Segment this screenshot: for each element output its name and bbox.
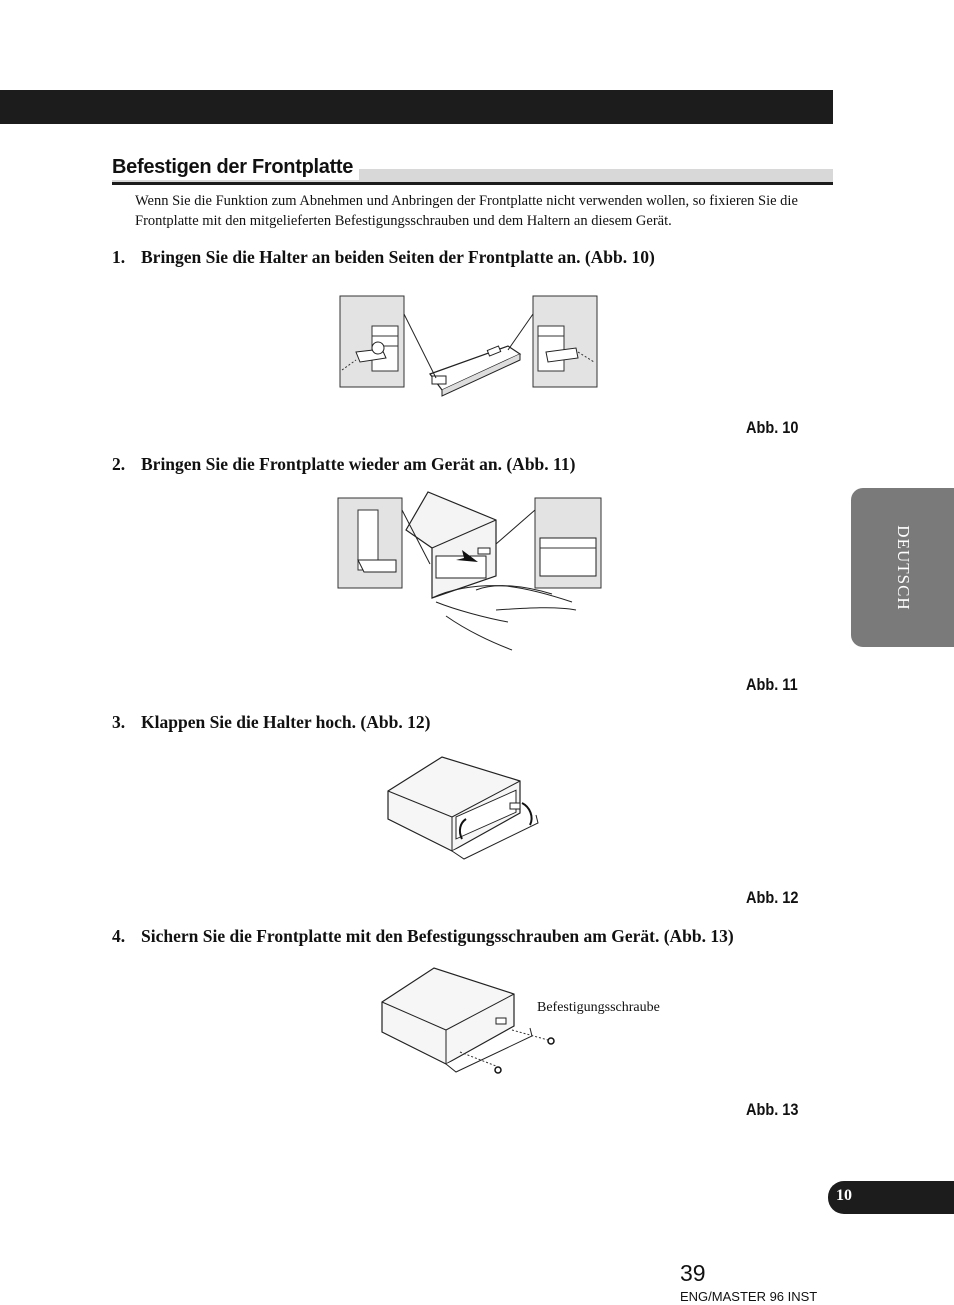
step-4 xyxy=(112,925,734,947)
step-number: 1. xyxy=(112,247,126,267)
screw-callout: Befestigungsschraube xyxy=(537,1000,660,1015)
section-title: Befestigen der Frontplatte xyxy=(112,154,359,180)
section-title-rule xyxy=(112,182,833,185)
step-text: Klappen Sie die Halter hoch. (Abb. 12) xyxy=(141,712,431,732)
language-tab-label: DEUTSCH xyxy=(893,524,913,611)
figure-label-13: Abb. 13 xyxy=(746,1101,799,1119)
step-text: Bringen Sie die Halter an beiden Seiten der Frontplatte an. (Abb. 10) xyxy=(141,247,655,267)
language-tab xyxy=(851,488,954,647)
figure-10-illustration xyxy=(338,294,600,406)
header-bar xyxy=(0,90,833,124)
figure-label-10: Abb. 10 xyxy=(746,419,799,437)
figure-13-illustration xyxy=(378,966,558,1078)
step-1 xyxy=(112,246,655,268)
intro-paragraph: Wenn Sie die Funktion zum Abnehmen und Anbringen der Frontplatte nicht verwenden wollen, so fixieren Sie die Frontplatte mit den mitgelieferten Befestigungsschrauben und dem Haltern an diesem Gerät. xyxy=(135,193,798,229)
section-page-badge xyxy=(828,1181,954,1214)
figure-label-11: Abb. 11 xyxy=(746,676,798,694)
section-page-badge-label: 10 xyxy=(836,1187,852,1204)
step-number: 3. xyxy=(112,712,126,732)
section-header xyxy=(112,154,833,186)
step-number: 2. xyxy=(112,454,126,474)
step-text: Sichern Sie die Frontplatte mit den Befestigungsschrauben am Gerät. (Abb. 13) xyxy=(141,926,734,946)
figure-12-illustration xyxy=(384,755,544,863)
step-3 xyxy=(112,711,430,733)
step-text: Bringen Sie die Frontplatte wieder am Gerät an. (Abb. 11) xyxy=(141,454,576,474)
step-number: 4. xyxy=(112,926,126,946)
figure-label-12: Abb. 12 xyxy=(746,889,799,907)
page-number: 39 xyxy=(680,1260,706,1286)
footer-code: ENG/MASTER 96 INST xyxy=(680,1289,818,1304)
step-2 xyxy=(112,453,575,475)
figure-11-illustration xyxy=(336,490,604,652)
